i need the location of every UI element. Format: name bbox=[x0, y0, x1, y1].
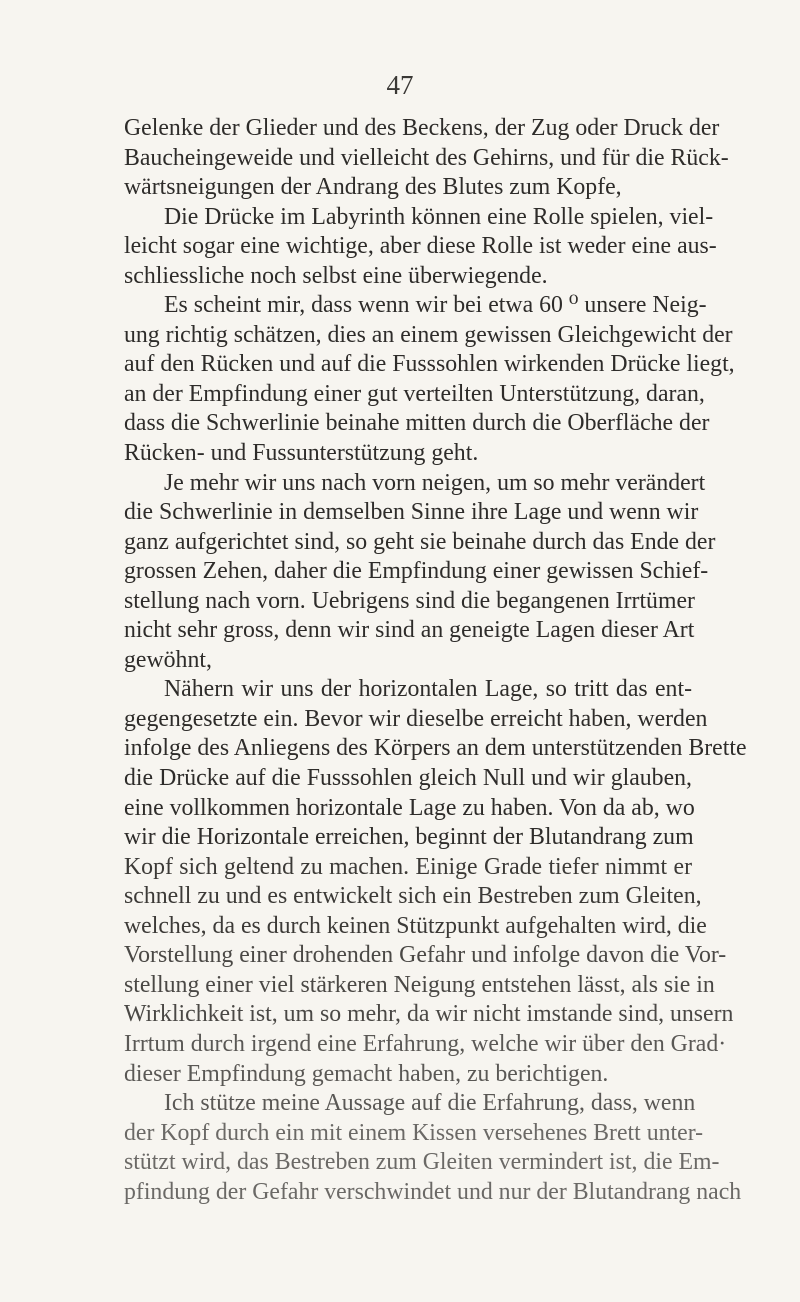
text-line: Irrtum durch irgend eine Erfahrung, welche wir über den Grad· bbox=[124, 1030, 727, 1057]
text-line: dass die Schwerlinie beinahe mitten durch die Oberfläche der bbox=[124, 410, 710, 437]
text-line: welches, da es durch keinen Stützpunkt aufgehalten wird, die bbox=[124, 912, 707, 939]
body-text bbox=[124, 114, 747, 1207]
text-line: Nähern wir uns der horizontalen Lage, so tritt das ent- bbox=[164, 676, 692, 703]
text-line: grossen Zehen, daher die Empfindung einer gewissen Schief- bbox=[124, 558, 709, 585]
text-line: Wirklichkeit ist, um so mehr, da wir nicht imstande sind, unsern bbox=[124, 1001, 734, 1028]
text-line: die Drücke auf die Fusssohlen gleich Null und wir glauben, bbox=[124, 765, 692, 792]
text-line: Kopf sich geltend zu machen. Einige Grade tiefer nimmt er bbox=[124, 853, 692, 880]
page-number: 47 bbox=[386, 70, 414, 100]
text-line: eine vollkommen horizontale Lage zu haben. Von da ab, wo bbox=[124, 794, 695, 821]
text-line: an der Empfindung einer gut verteilten Unterstützung, daran, bbox=[124, 380, 705, 407]
text-line: gegengesetzte ein. Bevor wir dieselbe erreicht haben, werden bbox=[124, 705, 708, 732]
text-line: Gelenke der Glieder und des Beckens, der Zug oder Druck der bbox=[124, 115, 720, 141]
text-line: die Schwerlinie in demselben Sinne ihre Lage und wenn wir bbox=[124, 499, 699, 526]
text-line: wir die Horizontale erreichen, beginnt der Blutandrang zum bbox=[124, 824, 694, 851]
text-line: Baucheingeweide und vielleicht des Gehirns, und für die Rück- bbox=[124, 144, 729, 171]
text-line: leicht sogar eine wichtige, aber diese Rolle ist weder eine aus- bbox=[124, 233, 717, 260]
text-line: Je mehr wir uns nach vorn neigen, um so mehr verändert bbox=[164, 469, 706, 496]
text-line: pfindung der Gefahr verschwindet und nur der Blutandrang nach bbox=[124, 1178, 742, 1205]
text-line: Rücken- und Fussunterstützung geht. bbox=[124, 440, 479, 467]
text-line: stützt wird, das Bestreben zum Gleiten vermindert ist, die Em- bbox=[124, 1149, 720, 1176]
text-line: infolge des Anliegens des Körpers an dem unterstützenden Brette bbox=[124, 735, 747, 762]
text-line: dieser Empfindung gemacht haben, zu berichtigen. bbox=[124, 1060, 609, 1087]
text-line: schnell zu und es entwickelt sich ein Bestreben zum Gleiten, bbox=[124, 883, 702, 910]
text-line: nicht sehr gross, denn wir sind an geneigte Lagen dieser Art bbox=[124, 617, 695, 644]
text-line: wärtsneigungen der Andrang des Blutes zum Kopfe, bbox=[124, 174, 622, 201]
text-line: Es scheint mir, dass wenn wir bei etwa 60 ⁰ unsere Neig- bbox=[164, 292, 707, 319]
text-line: ung richtig schätzen, dies an einem gewissen Gleichgewicht der bbox=[124, 321, 733, 348]
text-line: auf den Rücken und auf die Fusssohlen wirkenden Drücke liegt, bbox=[124, 351, 735, 378]
text-line: schliessliche noch selbst eine überwiegende. bbox=[124, 262, 548, 289]
text-line: der Kopf durch ein mit einem Kissen versehenes Brett unter- bbox=[124, 1119, 704, 1146]
text-line: ganz aufgerichtet sind, so geht sie beinahe durch das Ende der bbox=[124, 528, 716, 555]
text-line: Ich stütze meine Aussage auf die Erfahrung, dass, wenn bbox=[164, 1090, 696, 1117]
text-line: Die Drücke im Labyrinth können eine Rolle spielen, viel- bbox=[164, 203, 714, 230]
text-line: gewöhnt, bbox=[124, 646, 212, 673]
text-line: stellung einer viel stärkeren Neigung entstehen lässt, als sie in bbox=[124, 971, 715, 998]
text-line: Vorstellung einer drohenden Gefahr und infolge davon die Vor- bbox=[124, 942, 727, 969]
text-line: stellung nach vorn. Uebrigens sind die begangenen Irrtümer bbox=[124, 587, 695, 614]
